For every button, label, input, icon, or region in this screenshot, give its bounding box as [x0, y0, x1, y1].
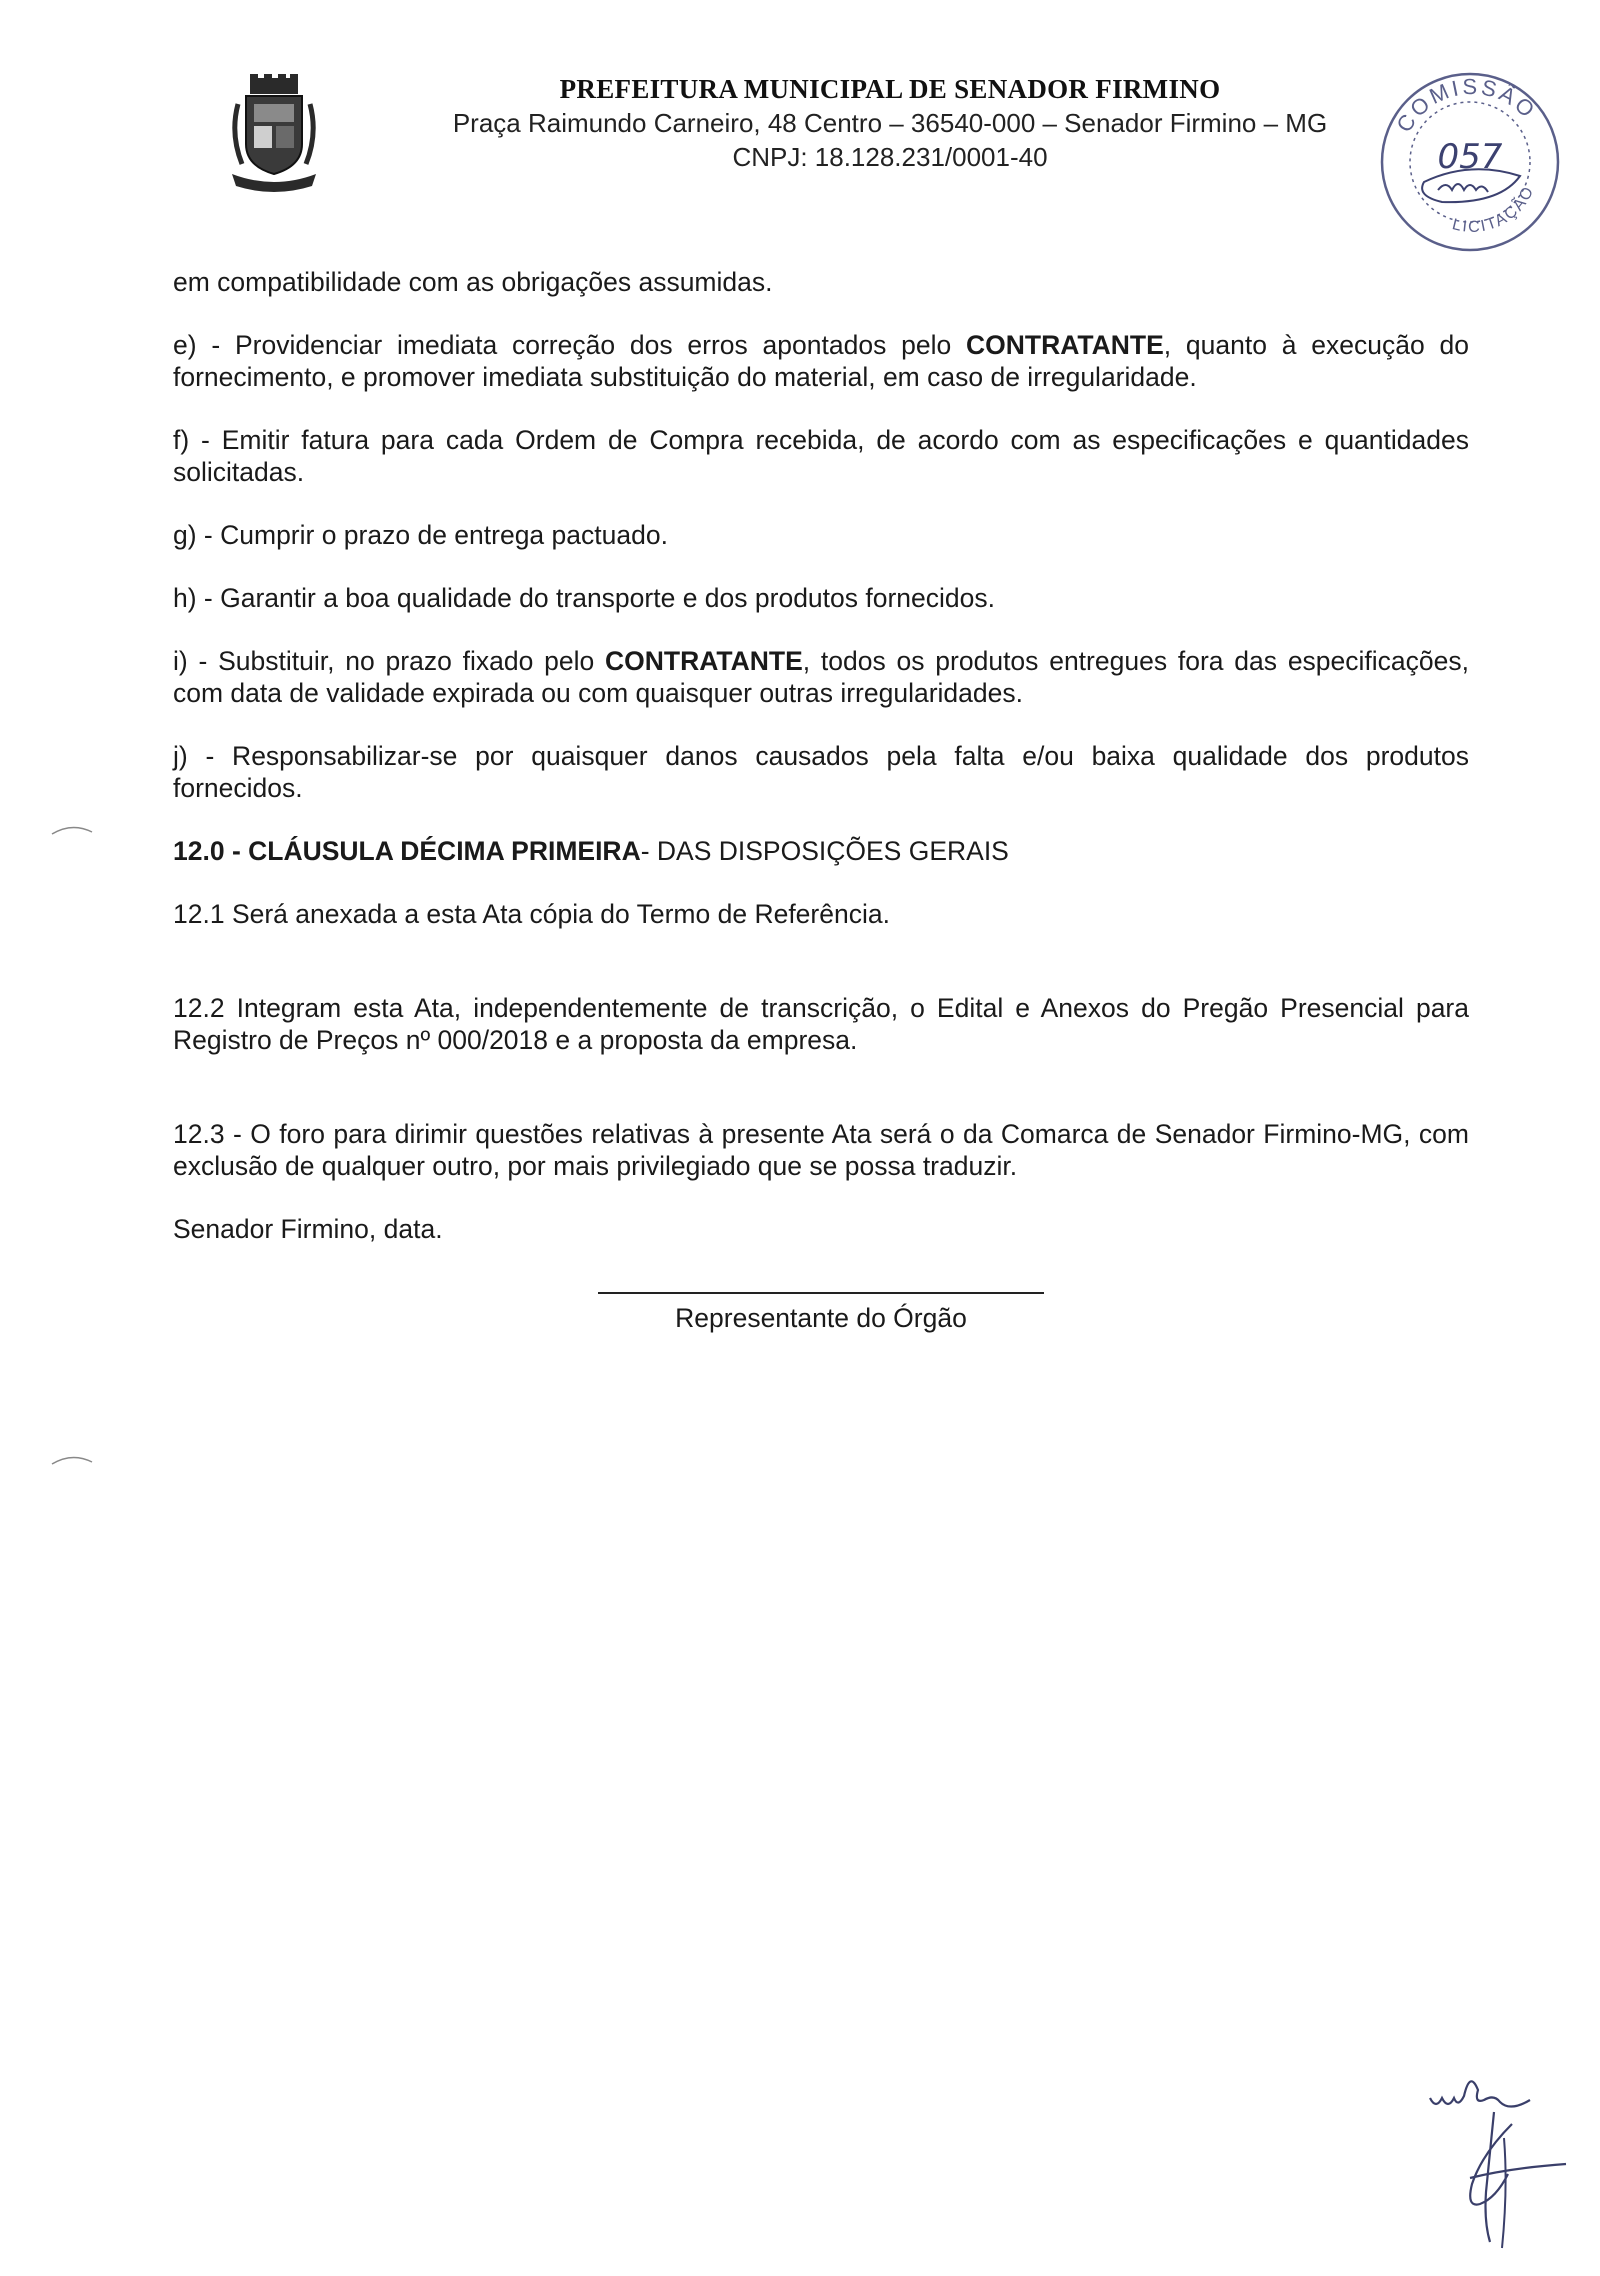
document-body	[173, 266, 1469, 1276]
item-i-text-rest: , todos os produtos entregues fora das especificações, com data de validade expirada ou com quaisquer outras irregularidades.	[173, 646, 1469, 708]
header-address: Praça Raimundo Carneiro, 48 Centro – 36540-000 – Senador Firmino – MG	[452, 108, 1328, 138]
stamp-number: 057	[1437, 137, 1503, 177]
paragraph-item-e	[173, 329, 1469, 393]
item-e-text-rest: , quanto à execução do fornecimento, e promover imediata substituição do material, em caso de irregularidade.	[173, 330, 1469, 392]
paragraph-item-h: h) - Garantir a boa qualidade do transporte e dos produtos fornecidos.	[173, 583, 996, 613]
paragraph-12-3: 12.3 - O foro para dirimir questões relativas à presente Ata será o da Comarca de Senador Firmino-MG, com exclusão de qualquer outro, por mais privilegiado que se possa traduzir.	[173, 1119, 1469, 1181]
margin-mark-icon	[50, 820, 94, 840]
header-cnpj: CNPJ: 18.128.231/0001-40	[732, 142, 1048, 172]
municipal-coat-of-arms-icon	[228, 74, 320, 194]
item-i-bold: CONTRATANTE	[605, 646, 803, 676]
place-date: Senador Firmino, data.	[173, 1214, 443, 1244]
paragraph-item-g: g) - Cumprir o prazo de entrega pactuado.	[173, 520, 668, 550]
signature-line	[598, 1292, 1044, 1294]
svg-text:COMISSÃO	[1391, 74, 1541, 137]
item-e-bold: CONTRATANTE	[966, 330, 1164, 360]
stamp-bottom-text: LICITAÇÃO	[1450, 182, 1538, 237]
letterhead	[400, 72, 1380, 174]
clause-heading-bold: 12.0 - CLÁUSULA DÉCIMA PRIMEIRA	[173, 836, 641, 866]
stamp-top-text: COMISSÃO	[1391, 73, 1542, 137]
signature-label: Representante do Órgão	[675, 1303, 967, 1333]
paragraph-continuation: em compatibilidade com as obrigações assumidas.	[173, 267, 773, 297]
item-e-text: e) - Providenciar imediata correção dos erros apontados pelo	[173, 330, 967, 360]
commission-seal-stamp	[1372, 64, 1568, 260]
item-i-text: i) - Substituir, no prazo fixado pelo	[173, 646, 605, 676]
signature-block	[598, 1292, 1044, 1334]
margin-mark-icon	[50, 1450, 94, 1470]
clause-heading-rest: - DAS DISPOSIÇÕES GERAIS	[640, 836, 1009, 866]
header-title: PREFEITURA MUNICIPAL DE SENADOR FIRMINO	[559, 74, 1221, 104]
paragraph-12-2: 12.2 Integram esta Ata, independentemente de transcrição, o Edital e Anexos do Pregão Presencial para Registro de Preços nº 000/2018 e a proposta da empresa.	[173, 993, 1469, 1055]
clause-heading	[173, 835, 1469, 867]
paragraph-12-1: 12.1 Será anexada a esta Ata cópia do Termo de Referência.	[173, 899, 890, 929]
paragraph-item-f: f) - Emitir fatura para cada Ordem de Compra recebida, de acordo com as especificações e quantidades solicitadas.	[173, 425, 1469, 487]
handwritten-initials	[1420, 2068, 1580, 2258]
paragraph-item-j: j) - Responsabilizar-se por quaisquer danos causados pela falta e/ou baixa qualidade dos produtos fornecidos.	[173, 741, 1469, 803]
paragraph-item-i	[173, 645, 1469, 709]
